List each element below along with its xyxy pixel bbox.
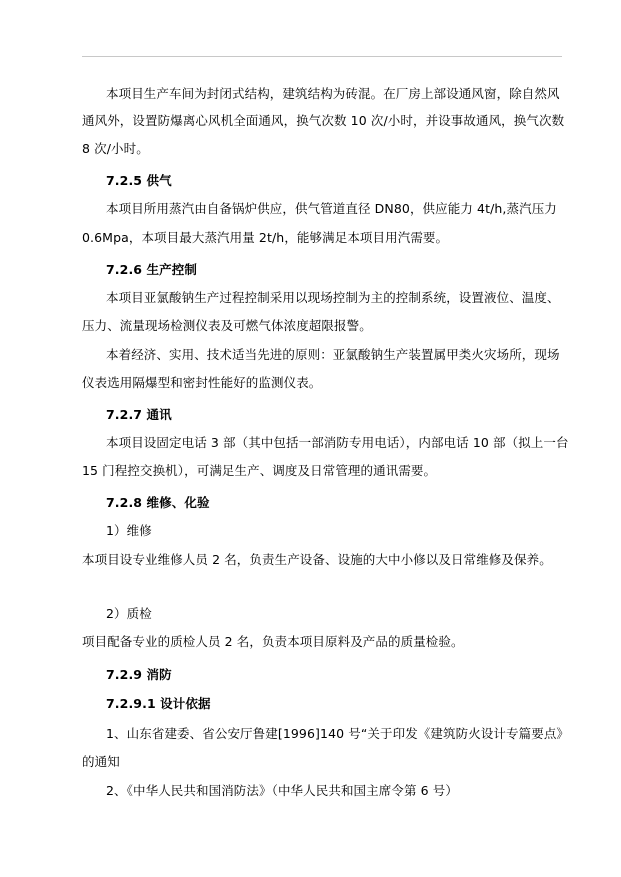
body-text-line: 的通知 <box>82 754 120 769</box>
section-heading-7-2-6: 7.2.6 生产控制 <box>106 262 197 277</box>
body-text-line: 2、《中华人民共和国消防法》（中华人民共和国主席令第 6 号） <box>106 783 458 798</box>
section-heading-7-2-7: 7.2.7 通讯 <box>106 407 172 422</box>
body-text-line: 1、山东省建委、省公安厅鲁建[1996]140 号“关于印发《建筑防火设计专篇要点》 <box>106 726 570 741</box>
list-item-label: 2）质检 <box>106 606 152 621</box>
body-text-line: 仪表选用隔爆型和密封性能好的监测仪表。 <box>82 375 322 390</box>
list-item-label: 1）维修 <box>106 523 152 538</box>
body-text-line: 项目配备专业的质检人员 2 名，负责本项目原料及产品的质量检验。 <box>82 634 464 649</box>
body-text-line: 本项目设专业维修人员 2 名，负责生产设备、设施的大中小修以及日常维修及保养。 <box>82 552 552 567</box>
body-text-line: 本项目设固定电话 3 部（其中包括一部消防专用电话），内部电话 10 部（拟上一台 <box>106 435 569 450</box>
body-text-line: 压力、流量现场检测仪表及可燃气体浓度超限报警。 <box>82 318 372 333</box>
body-text-line: 0.6Mpa，本项目最大蒸汽用量 2t/h，能够满足本项目用汽需要。 <box>82 230 449 245</box>
subsection-heading-7-2-9-1: 7.2.9.1 设计依据 <box>106 696 211 711</box>
body-text-line: 本项目生产车间为封闭式结构，建筑结构为砖混。在厂房上部设通风窗，除自然风 <box>106 86 560 101</box>
body-text-line: 本项目所用蒸汽由自备锅炉供应，供气管道直径 DN80，供应能力 4t/h,蒸汽压力 <box>106 201 557 216</box>
section-heading-7-2-9: 7.2.9 消防 <box>106 667 172 682</box>
body-text-line: 本着经济、实用、技术适当先进的原则：亚氯酸钠生产装置属甲类火灾场所，现场 <box>106 347 560 362</box>
section-heading-7-2-5: 7.2.5 供气 <box>106 173 172 188</box>
body-text-line: 本项目亚氯酸钠生产过程控制采用以现场控制为主的控制系统，设置液位、温度、 <box>106 290 560 305</box>
body-text-line: 通风外，设置防爆离心风机全面通风，换气次数 10 次/小时，并设事故通风，换气次数 <box>82 113 565 128</box>
section-heading-7-2-8: 7.2.8 维修、化验 <box>106 495 210 510</box>
header-rule <box>82 56 562 57</box>
body-text-line: 8 次/小时。 <box>82 141 149 156</box>
body-text-line: 15 门程控交换机），可满足生产、调度及日常管理的通讯需要。 <box>82 463 437 478</box>
